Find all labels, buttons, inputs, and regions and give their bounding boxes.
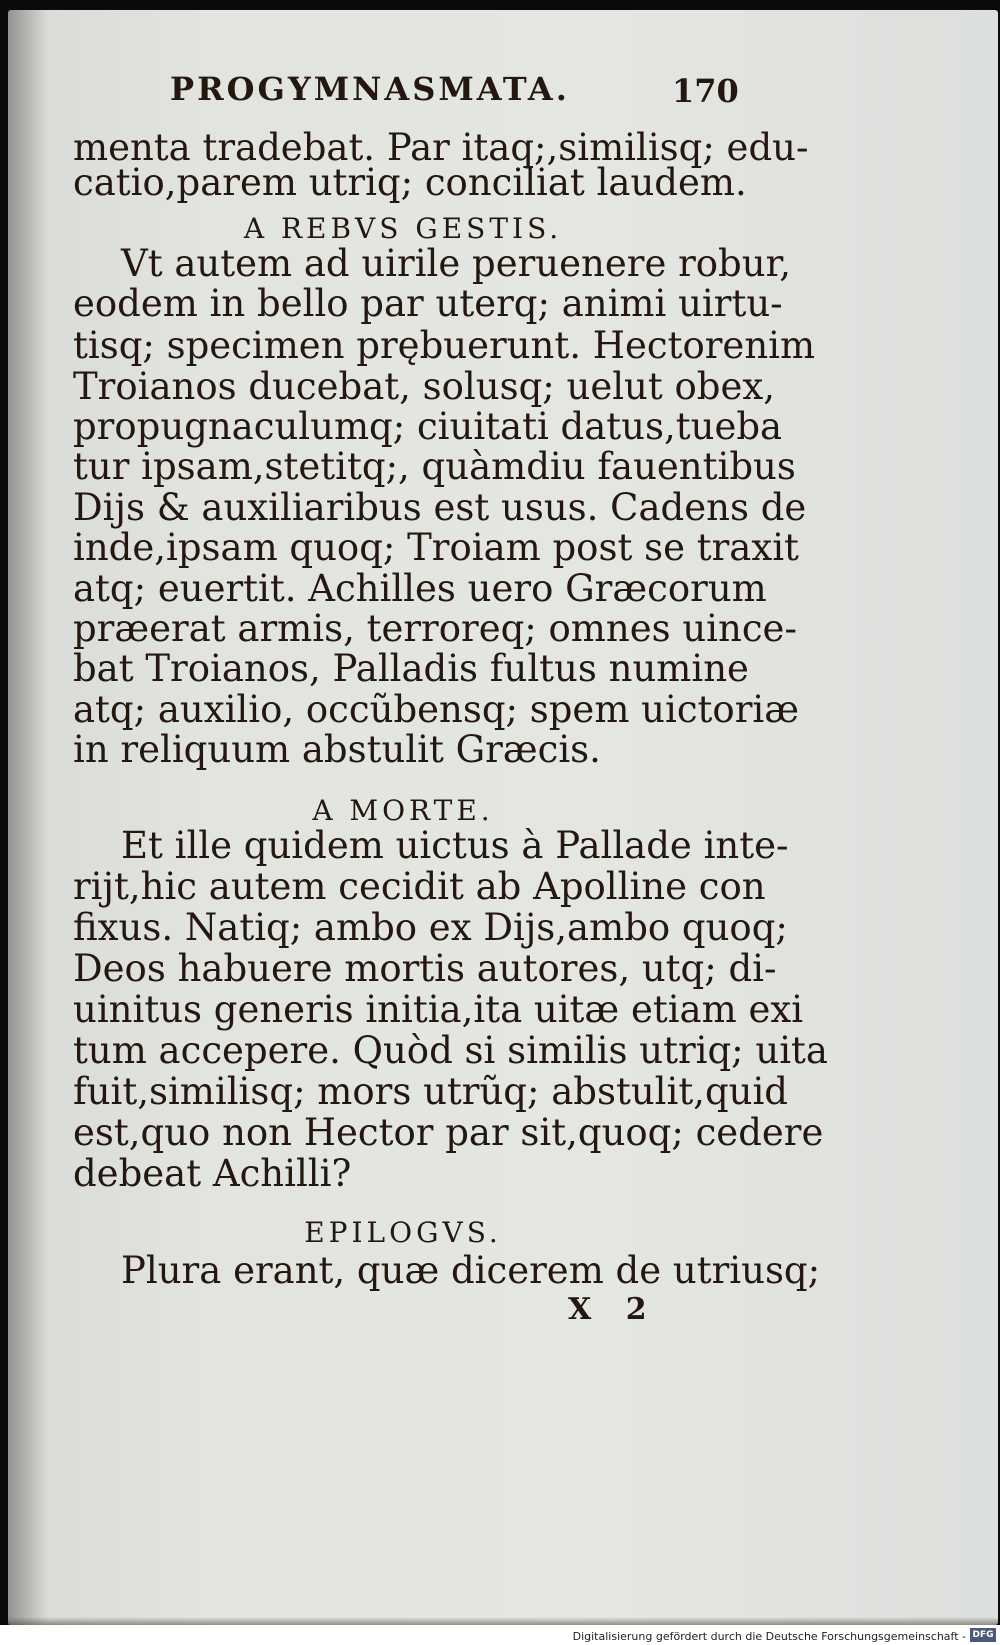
- text-line: fixus. Natiq; ambo ex Dijs,ambo quoq;: [73, 906, 788, 949]
- text-line: in reliquum abstulit Græcis.: [73, 728, 601, 771]
- page-number: 170: [672, 72, 739, 110]
- text-line: tisq; specimen prębuerunt. Hectorenim: [73, 324, 816, 367]
- signature-mark: X 2: [568, 1292, 659, 1327]
- text-line: Dijs & auxiliaribus est usus. Cadens de: [73, 486, 807, 529]
- text-line: Vt autem ad uirile peruenere robur,: [121, 242, 791, 285]
- page-bottom-edge: [8, 1617, 998, 1625]
- text-line: tur ipsam,stetitq;, quàmdiu fauentibus: [73, 445, 796, 488]
- running-head: PROGYMNASMATA.: [170, 70, 570, 108]
- dfg-logo: DFG: [970, 1628, 996, 1642]
- text-line: Plura erant, quæ dicerem de utriusq;: [121, 1249, 821, 1292]
- credit-footer: [0, 1625, 1000, 1645]
- text-line: fuit,similisq; mors utrũq; abstulit,quid: [73, 1070, 788, 1113]
- text-line: atq; auxilio, occũbensq; spem uictoriæ: [73, 688, 799, 731]
- text-line: atq; euertit. Achilles uero Græcorum: [73, 567, 767, 610]
- text-line: rijt,hic autem cecidit ab Apolline con: [73, 865, 766, 908]
- text-line: Troianos ducebat, solusq; uelut obex,: [73, 365, 775, 408]
- text-line: Deos habuere mortis autores, utq; di-: [73, 947, 777, 990]
- section-heading: EPILOGVS.: [304, 1216, 502, 1249]
- text-line: catio,parem utriq; conciliat laudem.: [73, 161, 747, 204]
- text-line: debeat Achilli?: [73, 1152, 352, 1195]
- text-line: bat Troianos, Palladis fultus numine: [73, 647, 749, 690]
- text-line: eodem in bello par uterq; animi uirtu-: [73, 282, 783, 325]
- text-line: Et ille quidem uictus à Pallade inte-: [121, 824, 789, 867]
- text-line: inde,ipsam quoq; Troiam post se traxit: [73, 526, 799, 569]
- section-heading: A REBVS GESTIS.: [243, 212, 563, 245]
- text-line: præerat armis, terroreq; omnes uince-: [73, 607, 797, 650]
- text-line: uinitus generis initia,ita uitæ etiam exi: [73, 988, 804, 1031]
- gutter-shadow: [8, 10, 48, 1625]
- text-line: propugnaculumq; ciuitati datus,tueba: [73, 405, 783, 448]
- credit-text: Digitalisierung gefördert durch die Deutsche Forschungsgemeinschaft -: [572, 1630, 966, 1643]
- text-line: est,quo non Hector par sit,quoq; cedere: [73, 1111, 824, 1154]
- section-heading: A MORTE.: [312, 794, 494, 827]
- text-line: tum accepere. Quòd si similis utriq; uita: [73, 1029, 828, 1072]
- text-line: menta tradebat. Par itaq;,similisq; edu-: [73, 126, 809, 169]
